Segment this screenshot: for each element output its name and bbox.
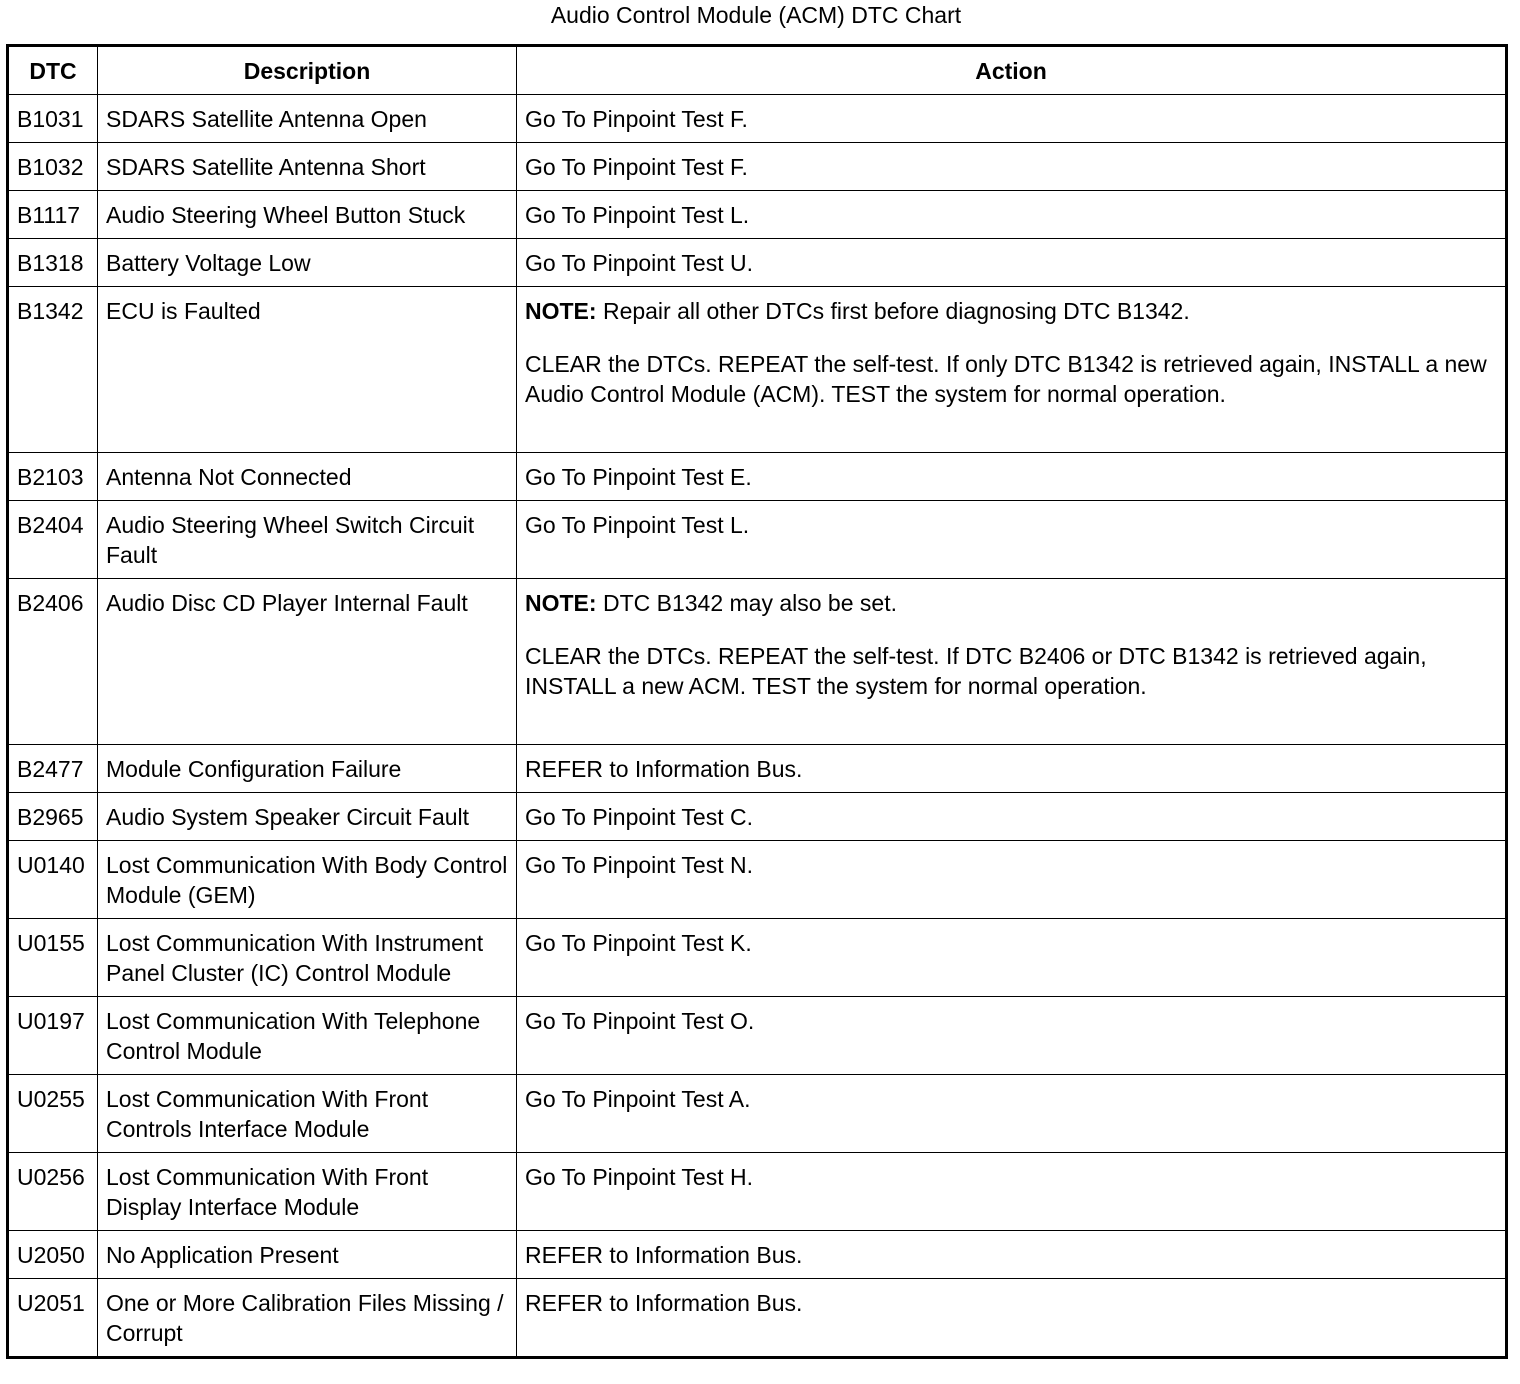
dtc-code: U0197 [8, 997, 98, 1075]
dtc-code: B1031 [8, 95, 98, 143]
dtc-description: ECU is Faulted [98, 287, 517, 453]
table-row [8, 1153, 1507, 1231]
table-row [8, 453, 1507, 501]
dtc-description: Module Configuration Failure [98, 745, 517, 793]
header-dtc: DTC [8, 46, 98, 95]
dtc-description: Audio Steering Wheel Button Stuck [98, 191, 517, 239]
dtc-code: B1117 [8, 191, 98, 239]
dtc-code: U0255 [8, 1075, 98, 1153]
dtc-code: U2050 [8, 1231, 98, 1279]
dtc-action: Go To Pinpoint Test L. [517, 501, 1507, 579]
dtc-code: U0256 [8, 1153, 98, 1231]
header-description: Description [98, 46, 517, 95]
dtc-action: REFER to Information Bus. [517, 1279, 1507, 1358]
dtc-code: B1318 [8, 239, 98, 287]
dtc-action: Go To Pinpoint Test K. [517, 919, 1507, 997]
table-row [8, 579, 1507, 745]
dtc-description: Audio System Speaker Circuit Fault [98, 793, 517, 841]
header-action: Action [517, 46, 1507, 95]
note-label: NOTE: [525, 298, 597, 324]
dtc-code: U0140 [8, 841, 98, 919]
dtc-description: Lost Communication With Telephone Control Module [98, 997, 517, 1075]
dtc-action: Go To Pinpoint Test F. [517, 143, 1507, 191]
dtc-action: Go To Pinpoint Test N. [517, 841, 1507, 919]
dtc-action [517, 287, 1507, 453]
dtc-description: SDARS Satellite Antenna Short [98, 143, 517, 191]
dtc-description: Audio Disc CD Player Internal Fault [98, 579, 517, 745]
dtc-description: SDARS Satellite Antenna Open [98, 95, 517, 143]
dtc-action: REFER to Information Bus. [517, 1231, 1507, 1279]
dtc-action: Go To Pinpoint Test A. [517, 1075, 1507, 1153]
action-text: CLEAR the DTCs. REPEAT the self-test. If only DTC B1342 is retrieved again, INSTALL a new Audio Control Module (ACM). TEST the system for normal operation. [525, 351, 1487, 407]
table-row [8, 191, 1507, 239]
table-row [8, 997, 1507, 1075]
table-header-row [8, 46, 1507, 95]
dtc-action: Go To Pinpoint Test C. [517, 793, 1507, 841]
table-row [8, 1279, 1507, 1358]
action-text: CLEAR the DTCs. REPEAT the self-test. If DTC B2406 or DTC B1342 is retrieved again, INSTALL a new ACM. TEST the system for normal operation. [525, 643, 1427, 699]
chart-title: Audio Control Module (ACM) DTC Chart [550, 2, 962, 28]
note-line [525, 588, 1497, 618]
table-row [8, 1075, 1507, 1153]
dtc-action: Go To Pinpoint Test U. [517, 239, 1507, 287]
table-row [8, 919, 1507, 997]
table-row [8, 143, 1507, 191]
dtc-action: Go To Pinpoint Test L. [517, 191, 1507, 239]
dtc-action: Go To Pinpoint Test F. [517, 95, 1507, 143]
dtc-table [6, 44, 1508, 1359]
dtc-action [517, 579, 1507, 745]
dtc-code: B2965 [8, 793, 98, 841]
dtc-code: B1032 [8, 143, 98, 191]
dtc-code: B1342 [8, 287, 98, 453]
dtc-code: B2404 [8, 501, 98, 579]
table-row [8, 841, 1507, 919]
dtc-description: Lost Communication With Body Control Module (GEM) [98, 841, 517, 919]
dtc-code: B2406 [8, 579, 98, 745]
note-text: DTC B1342 may also be set. [596, 590, 897, 616]
dtc-description: Lost Communication With Front Controls Interface Module [98, 1075, 517, 1153]
dtc-description: Lost Communication With Front Display Interface Module [98, 1153, 517, 1231]
table-row [8, 239, 1507, 287]
dtc-action: Go To Pinpoint Test O. [517, 997, 1507, 1075]
dtc-code: U2051 [8, 1279, 98, 1358]
dtc-action: REFER to Information Bus. [517, 745, 1507, 793]
dtc-description: No Application Present [98, 1231, 517, 1279]
table-row [8, 793, 1507, 841]
note-label: NOTE: [525, 590, 597, 616]
dtc-code: U0155 [8, 919, 98, 997]
table-row [8, 287, 1507, 453]
dtc-action: Go To Pinpoint Test H. [517, 1153, 1507, 1231]
table-row [8, 501, 1507, 579]
dtc-action: Go To Pinpoint Test E. [517, 453, 1507, 501]
table-row [8, 745, 1507, 793]
dtc-code: B2103 [8, 453, 98, 501]
dtc-description: Battery Voltage Low [98, 239, 517, 287]
dtc-description: Audio Steering Wheel Switch Circuit Fault [98, 501, 517, 579]
table-row [8, 95, 1507, 143]
dtc-description: Lost Communication With Instrument Panel Cluster (IC) Control Module [98, 919, 517, 997]
table-row [8, 1231, 1507, 1279]
note-line [525, 296, 1497, 326]
dtc-code: B2477 [8, 745, 98, 793]
note-text: Repair all other DTCs first before diagnosing DTC B1342. [596, 298, 1190, 324]
dtc-description: One or More Calibration Files Missing / Corrupt [98, 1279, 517, 1358]
dtc-description: Antenna Not Connected [98, 453, 517, 501]
